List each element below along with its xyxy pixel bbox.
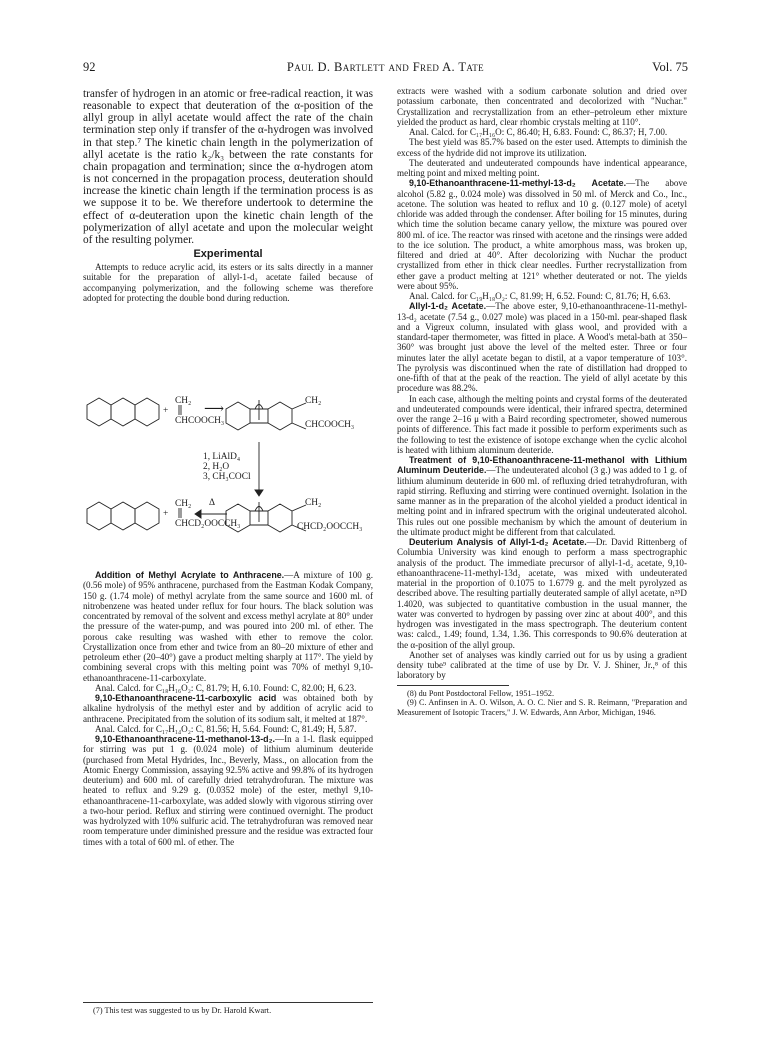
footnote-9: (9) C. Anfinsen in A. O. Wilson, A. O. C. Nier and S. R. Reimann, "Preparation and Measurement of Isotopic Tracers," J. W. Edwards, Ann Arbor, Michigan, 1946.: [397, 698, 687, 717]
allyl-title: Allyl-1-d₂ Acetate.: [409, 301, 487, 312]
anthracene-structure: [87, 398, 159, 426]
right-paragraph-5: Another set of analyses was kindly carried out for us by using a gradient density tube⁹ calibrated at the time of use by Dr. V. J. Shiner, Jr.,⁸ of this laboratory by: [397, 649, 687, 681]
running-header: [83, 60, 688, 76]
acid-paragraph: [83, 693, 373, 724]
methanol-title: 9,10-Ethanoanthracene-11-methanol-13-d₂.: [95, 734, 276, 744]
heat-delta: Δ: [209, 498, 216, 508]
allyl-text: —The above ester, 9,10-ethanoanthracene-11-methyl-13-d₂ acetate (7.54 g., 0.027 mole) was placed in a 150-ml. pear-shaped flask and a Vigreux column, insulated with glass wool, and provided with a standard-taper thermometer, was fitted in place. A Wood's metal-bath at 350–360° was brought just above the level of the melted ester. Three or four minutes later the allyl acetate began to distil, at a vapor temperature of 103°. The pyrolysis was discontinued when the rate of distillation had dropped to one-fifth of that at the peak of the reaction. The yield of allyl acetate by this procedure was 88.2%.: [397, 301, 687, 394]
step-3: 3, CH₃COCl: [203, 472, 251, 482]
left-column-bottom: [83, 570, 373, 847]
product-2-top: CH₂: [305, 498, 322, 508]
plus-sign-1: +: [163, 406, 169, 416]
anthracene-structure-2: [87, 502, 159, 530]
ethanoanthracene-ester-structure: [226, 400, 306, 430]
intro-paragraph: transfer of hydrogen in an atomic or free-radical reaction, it was reasonable to expect that deuteration of the α-position of the allyl group in allyl acetate would affect the rate of the chain termination step only if transfer of the α-hydrogen was involved in that step.⁷ The kinetic chain length in the polymerization of allyl acetate is the ratio k₂/k₃ between the rate constants for chain propagation and termination; since the α-hydrogen atom is not concerned in the propagation process, deuteration should increase the kinetic chain length if the termination process is as we suppose it to be. We therefore undertook to determine the effect of α-deuteration upon the kinetic chain length of the polymerization of allyl acetate and upon the molecular weight of the resulting polymer.: [83, 88, 373, 246]
acrylate-title: Addition of Methyl Acrylate to Anthracene.: [95, 570, 285, 580]
right-column: [397, 86, 687, 717]
forward-arrow: ⟶: [204, 402, 225, 417]
product-1-bottom: CHCOOCH₃: [305, 420, 355, 430]
footnote-8: (8) du Pont Postdoctoral Fellow, 1951–1952.: [407, 688, 555, 698]
experimental-intro: Attempts to reduce acrylic acid, its esters or its salts directly in a manner suitable for the preparation of allyl-1-d₂ acetate failed because of accompanying polymerization, and the following scheme was therefore adopted for protecting the double bond during reduction.: [83, 262, 373, 303]
right-paragraph-2: The best yield was 85.7% based on the ester used. Attempts to diminish the excess of the hydride did not improve its utilization.: [397, 137, 687, 158]
footnote-7: (7) This test was suggested to us by Dr. Harold Kwart.: [93, 1006, 272, 1015]
analysis-text: —Dr. David Rittenberg of Columbia University was kind enough to perform a mass spectrographic analysis of the product. The immediate precursor of allyl-1-d₂ acetate, 9,10-ethanoanthracene-11-methyl-13d₂ acetate, was mixed with undeuterated material in the proportion of 0.1075 to 1.6779 g. and the melt pyrolyzed as described above. The resulting partially deuterated sample of allyl acetate, n²⁵D 1.4020, was subjected to quantitative combustion in the usual manner, the water was converted to hydrogen by passing over zinc at about 400°, and this hydrogen was investigated in the mass spectrograph. The deuterium content was: calcd., 1.49; found, 1.34, 1.36. This corresponds to 90.6% deuteration at the α-position of the allyl group.: [397, 537, 687, 650]
step-1: 1, LiAlD₄: [203, 452, 241, 462]
reagent-1-top: CH₂: [175, 396, 192, 406]
acid-text: was obtained both by alkaline hydrolysis of the methyl ester and by addition of acrylic acid to anthracene. Precipitated from the solution of its sodium salt, it melted at 187°.: [83, 693, 373, 724]
analysis-paragraph: [397, 537, 687, 650]
reagent-2-top: CH₂: [175, 499, 192, 509]
reaction-scheme: [83, 394, 368, 556]
right-paragraph-4: In each case, although the melting points and crystal forms of the deuterated and undeuterated compounds were identical, their infrared spectra, determined over the range 2–16 μ with a Baird recording spectrometer, showed numerous points of difference. This fact made it possible to perform experiments such as the following to test the existence of isotope exchange when the cyclic alcohol is heated with lithium aluminum deuteride.: [397, 393, 687, 455]
acetate13-title: 9,10-Ethanoanthracene-11-methyl-13-d₂ Acetate.: [409, 178, 627, 189]
product-2-bottom: CHCD₂OOCCH₃: [297, 522, 363, 532]
acetate13-text: —The above alcohol (5.82 g., 0.024 mole) was dissolved in 50 ml. of Merck and Co., Inc., acetone. The solution was heated to reflux and 10 g. (0.127 mole) of acetyl chloride was added through the condenser. After boiling for 15 minutes, during which time the solution became canary yellow, the mixture was poured over 800 ml. of ice. The reactor was rinsed with acetone and the rinsings were added to the ice solution. The product, a white amorphous mass, was broken up, filtered and dried at 40°. After decolorizing with Nuchar the product crystallized from ether in thick clear needles. Further recrystallization from ether gave a product melting at 121° whether deuterated or not. The yields were about 95%.: [397, 178, 687, 291]
acetate13-analysis: Anal. Calcd. for C₁₉H₁₈O₂: C, 81.99; H, 6.52. Found: C, 81.76; H, 6.63.: [409, 291, 671, 301]
reagent-2-bottom: CHCD₂OOCCH₃: [175, 519, 241, 529]
reverse-arrowhead: [195, 510, 201, 518]
volume-label: Vol. 75: [652, 60, 688, 74]
footnote-rule-left: [83, 1002, 373, 1003]
footnote-rule-right: [397, 685, 509, 686]
treatment-title: Treatment of 9,10-Ethanoanthracene-11-methanol with Lithium Aluminum Deuteride.: [397, 455, 687, 476]
methanol-paragraph: [83, 734, 373, 847]
product-1-top: CH₂: [305, 396, 322, 406]
treatment-paragraph: [397, 455, 687, 537]
allyl-paragraph: [397, 301, 687, 393]
right-analysis-1: Anal. Calcd. for C₁₇H₁₆O: C, 86.40; H, 6.83. Found: C, 86.37; H, 7.00.: [409, 127, 668, 137]
down-arrowhead: [255, 490, 263, 496]
acid-title: 9,10-Ethanoanthracene-11-carboxylic acid: [95, 693, 277, 703]
methanol-text: —In a 1-l. flask equipped for stirring was put 1 g. (0.024 mole) of lithium aluminum deuteride (purchased from Metal Hydrides, Inc., Beverly, Mass., on allocation from the Atomic Energy Commission, assaying 92.5% active and 99.8% of its hydrogen deuterium) and 600 ml. of carefully dried tetrahydrofuran. The mixture was heated to reflux and 9.29 g. (0.0352 mole) of the ester, methyl 9,10-ethanoanthracene-11-carboxylate, was added slowly with vigorous stirring over a two-hour period. Reflux and stirring were continued overnight. The product was hydrolyzed with 10% sulfuric acid. The tetrahydrofuran was removed near room temperature under diminished pressure and the residue was extracted four times with a total of 600 ml. of ether. The: [83, 734, 373, 847]
left-column-top: [83, 88, 373, 303]
acetate13-paragraph: [397, 178, 687, 291]
treatment-text: —The undeuterated alcohol (3 g.) was added to 1 g. of lithium aluminum deuteride in 600 ml. of refluxing dried tetrahydrofuran, with rapid stirring. Refluxing and stirring were continued overnight. Isolation in the same manner as in the preparation of the alcohol yielded a product identical in melting point and in infrared spectrum with the original undeuterated alcohol. This rules out one possible mechanism by which the amount of deuterium in the ultimate product might be different from that calculated.: [397, 465, 687, 537]
page-number: 92: [83, 60, 96, 74]
right-paragraph-3: The deuterated and undeuterated compounds have indentical appearance, melting point and mixed melting point.: [397, 157, 687, 178]
right-paragraph-1: extracts were washed with a sodium carbonate solution and dried over potassium carbonate, then concentrated and decolorized with "Nuchar." Crystallization and recrystallization from an ether–petroleum ether mixture yielded the product as hard, clear rhombic crystals melting at 110°.: [397, 86, 687, 127]
acrylate-paragraph: [83, 570, 373, 683]
right-footnotes: [397, 689, 687, 718]
running-title: Paul D. Bartlett and Fred A. Tate: [286, 60, 485, 74]
acrylate-analysis: Anal. Calcd. for C₁₈H₁₆O₂: C, 81.79; H, 6.10. Found: C, 82.00; H, 6.23.: [95, 682, 357, 693]
section-heading-experimental: Experimental: [193, 248, 263, 261]
reagent-1-bottom: CHCOOCH₃: [175, 416, 225, 426]
acid-analysis: Anal. Calcd. for C₁₇H₁₄O₂: C, 81.56; H, 5.64. Found: C, 81.49; H, 5.87.: [95, 723, 357, 734]
analysis-title: Deuterium Analysis of Allyl-1-d₂ Acetate.: [409, 537, 587, 547]
acrylate-text: —A mixture of 100 g. (0.56 mole) of 95% anthracene, purchased from the Eastman Kodak Company, 150 g. (1.74 mole) of methyl acrylate from the same source and 1600 ml. of nitrobenzene was heated under reflux for four hours. The black solution was concentrated by removal of the solvent and excess methyl acrylate at 80° under the pressure of the water-pump, and was poured into 200 ml. of ether. The porous cake resulting was washed with ether to remove the color. Crystallization once from ether and twice from an 80–20 mixture of ether and petroleum ether (20–40°) gave a product melting sharply at 117°. The yield by combining several crops with this melting point was 70% of methyl 9,10-ethanoanthracene-11-carboxylate.: [83, 570, 373, 683]
plus-sign-2: +: [163, 509, 169, 519]
step-2: 2, H₂O: [203, 462, 230, 472]
